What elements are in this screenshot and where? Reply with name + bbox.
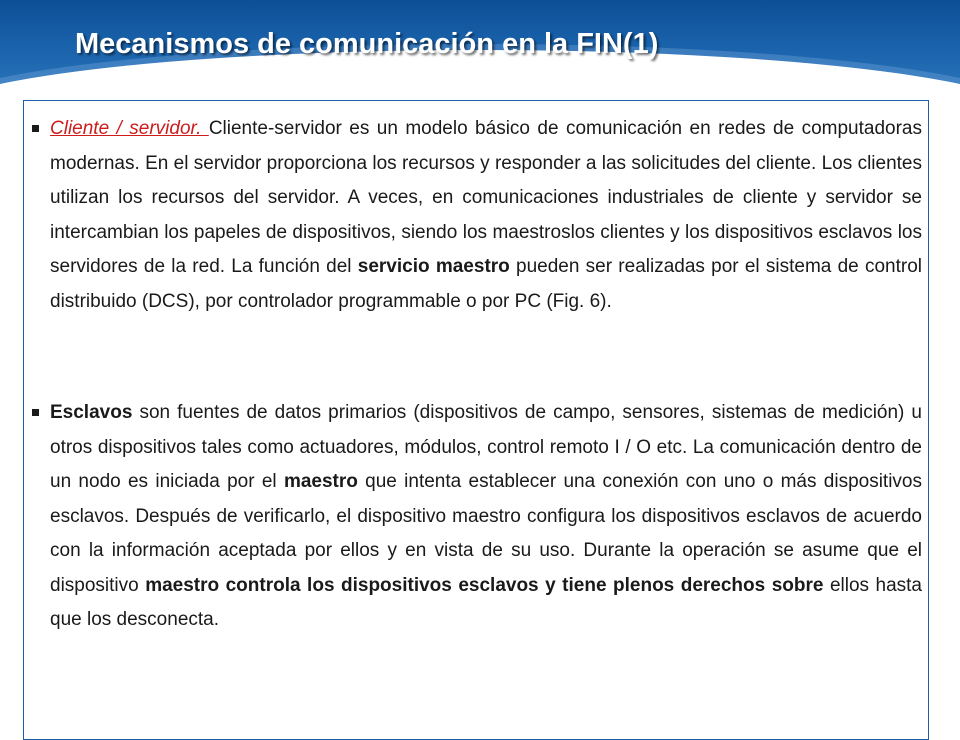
bullet-text-part: que intenta establecer una conexión con uno o más dispositivos esclavos. Después de verificarlo, el dispositivo maestro configura los dispositivos esclavos de acuerdo con la información aceptada por ellos y en vista de su uso. Durante la operación se asume que el dispositivo — [50, 471, 922, 596]
bullet-text — [50, 112, 922, 319]
bullet-item-client-server — [32, 112, 922, 319]
bullet-text-part: son fuentes de datos primarios (dispositivos de campo, sensores, sistemas de medición) u otros dispositivos tales como actuadores, módulos, control remoto I / O etc. La comunicación dentro de un nodo es iniciada por el — [50, 402, 922, 492]
square-bullet-icon — [32, 125, 39, 132]
bullet-text-part: pueden ser realizadas por el sistema de control distribuido (DCS), por controlador programmable o por PC (Fig. 6). — [50, 256, 923, 312]
client-server-link[interactable]: Cliente / servidor. — [50, 118, 209, 139]
bullet-item-slaves — [32, 396, 922, 638]
bullet-text-part: Cliente-servidor es un modelo básico de comunicación en redes de computadoras modernas. En el servidor proporciona los recursos y responder a las solicitudes del cliente. Los clientes utilizan los recursos del servidor. A veces, en comunicaciones industriales de cliente y servidor se intercambian los papeles de dispositivos, siendo los maestroslos clientes y los dispositivos esclavos los servidores de la red. La función del — [50, 118, 922, 277]
slide-title: Mecanismos de comunicación en la FIN(1) — [75, 28, 659, 60]
bullet-bold-text: servicio maestro — [357, 256, 510, 277]
square-bullet-icon — [32, 409, 39, 416]
bullet-text — [50, 396, 922, 638]
bullet-bold-text: maestro — [283, 471, 358, 492]
bullet-bold-text: Esclavos — [50, 402, 133, 423]
bullet-text-part: ellos hasta que los desconecta. — [50, 574, 922, 630]
bullet-bold-text: maestro controla los dispositivos esclavos y tiene plenos derechos sobre — [145, 574, 824, 596]
